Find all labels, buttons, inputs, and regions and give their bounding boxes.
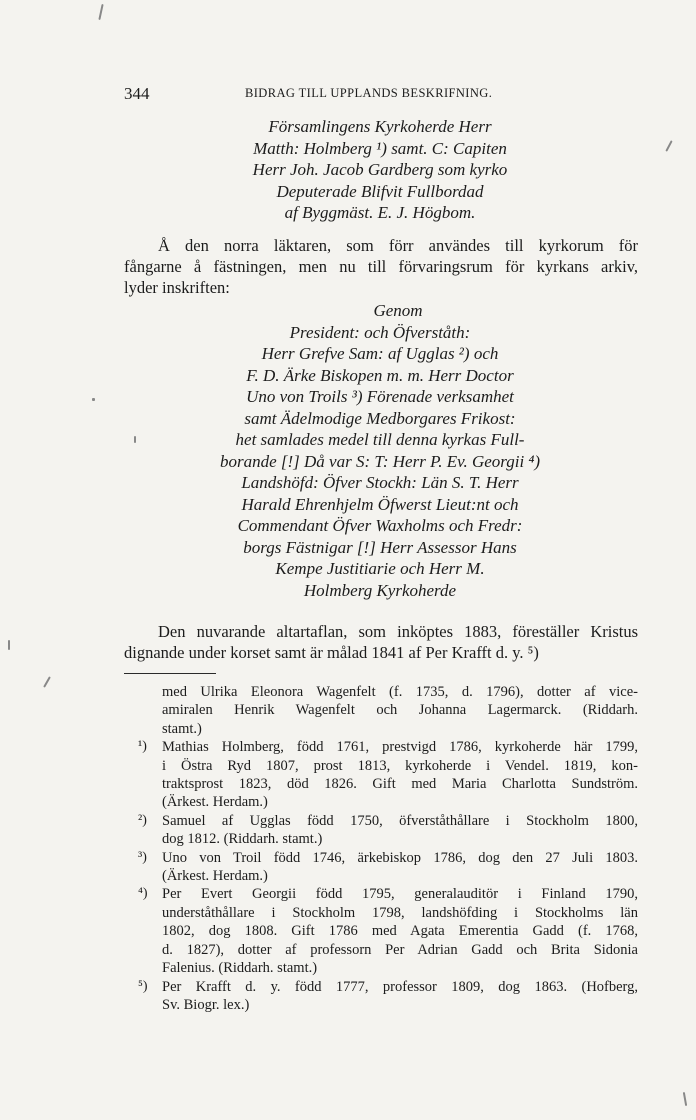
scan-speck (134, 436, 136, 443)
footnote-5 (124, 978, 638, 1015)
inscription-line: Matth: Holmberg ¹) samt. C: Capiten (253, 138, 507, 158)
footnote-marker: ²) (138, 812, 147, 828)
paragraph-altarpiece (124, 621, 638, 663)
inscription-line: Landshöfd: Öfver Stockh: Län S. T. Herr (241, 473, 519, 492)
paragraph-line: dignande under korset samt är målad 1841 af Per Krafft d. y. ⁵) (124, 643, 539, 662)
footnote-line: (Ärkest. Herdam.) (162, 868, 268, 885)
footnote-line: Per Krafft d. y. född 1777, professor 1809, dog 1863. (Hofberg, (162, 978, 638, 995)
inscription-line: Kempe Justitiarie och Herr M. (275, 559, 485, 578)
footnote-line: i Östra Ryd 1807, prost 1813, kyrkoherde i Vendel. 1819, kon- (162, 757, 638, 774)
page-header (124, 84, 636, 106)
footnote-line: Mathias Holmberg, född 1761, prestvigd 1786, kyrkoherde här 1799, (162, 739, 638, 756)
footnote-line: Falenius. (Riddarh. stamt.) (162, 960, 318, 977)
footnote-line: amiralen Henrik Wagenfelt och Johanna Lagermarck. (Riddarh. (162, 702, 638, 719)
footnote-line: underståthållare i Stockholm 1798, landshöfding i Stockholms län (162, 904, 638, 921)
footnote-4 (124, 885, 638, 977)
paragraph-line: fångarne å fästningen, men nu till förvaringsrum för kyrkans arkiv, (124, 257, 638, 276)
paragraph-line: lyder inskriften: (124, 278, 230, 297)
paragraph-line: Den nuvarande altartaflan, som inköptes 1883, föreställer Kristus (158, 622, 638, 641)
scan-speck (683, 1092, 687, 1106)
inscription-line: Herr Grefve Sam: af Ugglas ²) och (261, 344, 499, 363)
inscription-line: President: och Öfverståth: (289, 322, 471, 342)
paragraph-north-gallery (124, 235, 638, 298)
footnote-3 (124, 849, 638, 886)
footnote-marker: ³) (138, 849, 147, 865)
scan-speck (98, 4, 103, 20)
footnote-line: 1802, dog 1808. Gift 1786 med Agata Emerentia Gadd (f. 1768, (162, 923, 638, 940)
footnote-marker: ¹) (138, 739, 147, 755)
footnote-line: dog 1812. (Riddarh. stamt.) (162, 831, 323, 848)
inscription-line: borgs Fästnigar [!] Herr Assessor Hans (243, 537, 517, 557)
footnote-line: d. 1827), dotter af professorn Per Adrian Gadd och Brita Sidonia (162, 941, 638, 958)
footnote-line: stamt.) (162, 720, 202, 737)
inscription-line: het samlades medel till denna kyrkas Full- (235, 430, 525, 449)
inscription-line: Församlingens Kyrkoherde Herr (268, 117, 492, 136)
footnote-line: Samuel af Ugglas född 1750, öfverståthållare i Stockholm 1800, (162, 812, 638, 829)
footnote-line: (Ärkest. Herdam.) (162, 794, 268, 811)
inscription-line: Holmberg Kyrkoherde (303, 580, 457, 600)
page-number: 344 (124, 84, 150, 103)
inscription-line: Genom (373, 301, 423, 320)
scan-speck (665, 140, 672, 152)
footnote-line: Sv. Biogr. lex.) (162, 996, 250, 1013)
inscription-line: borande [!] Då var S: T: Herr P. Ev. Georgii ⁴) (219, 451, 541, 471)
inscription-block-1 (124, 116, 636, 224)
scan-speck (92, 398, 95, 401)
running-head: BIDRAG TILL UPPLANDS BESKRIFNING. (245, 86, 493, 100)
footnote-1 (124, 738, 638, 812)
scan-speck (43, 676, 51, 687)
footnote-line: Uno von Troil född 1746, ärkebiskop 1786, dog den 27 Juli 1803. (162, 849, 638, 866)
footnote-marker: ⁵) (138, 978, 148, 994)
footnote-continued (124, 683, 638, 738)
footnote-2 (124, 812, 638, 849)
inscription-line: F. D. Ärke Biskopen m. m. Herr Doctor (246, 365, 514, 385)
paragraph-line: Å den norra läktaren, som förr användes till kyrkorum för (158, 236, 638, 255)
inscription-line: Deputerade Blifvit Fullbordad (276, 181, 484, 201)
inscription-block-2 (124, 300, 636, 601)
inscription-line: Herr Joh. Jacob Gardberg som kyrko (252, 160, 508, 179)
footnote-line: traktsprost 1823, död 1826. Gift med Maria Charlotta Sundström. (162, 776, 638, 793)
scan-speck (8, 640, 10, 650)
inscription-line: samt Ädelmodige Medborgares Frikost: (244, 408, 516, 428)
footnote-marker: ⁴) (138, 886, 148, 902)
footnote-line: Per Evert Georgii född 1795, generalauditör i Finland 1790, (162, 886, 638, 903)
inscription-line: Harald Ehrenhjelm Öfwerst Lieut:nt och (241, 494, 519, 514)
inscription-line: Commendant Öfver Waxholms och Fredr: (237, 516, 523, 535)
footnote-divider (124, 673, 216, 674)
footnotes (124, 683, 638, 1014)
footnote-line: med Ulrika Eleonora Wagenfelt (f. 1735, d. 1796), dotter af vice- (162, 684, 638, 700)
inscription-line: Uno von Troils ³) Förenade verksamhet (246, 387, 514, 406)
inscription-line: af Byggmäst. E. J. Högbom. (284, 203, 476, 222)
